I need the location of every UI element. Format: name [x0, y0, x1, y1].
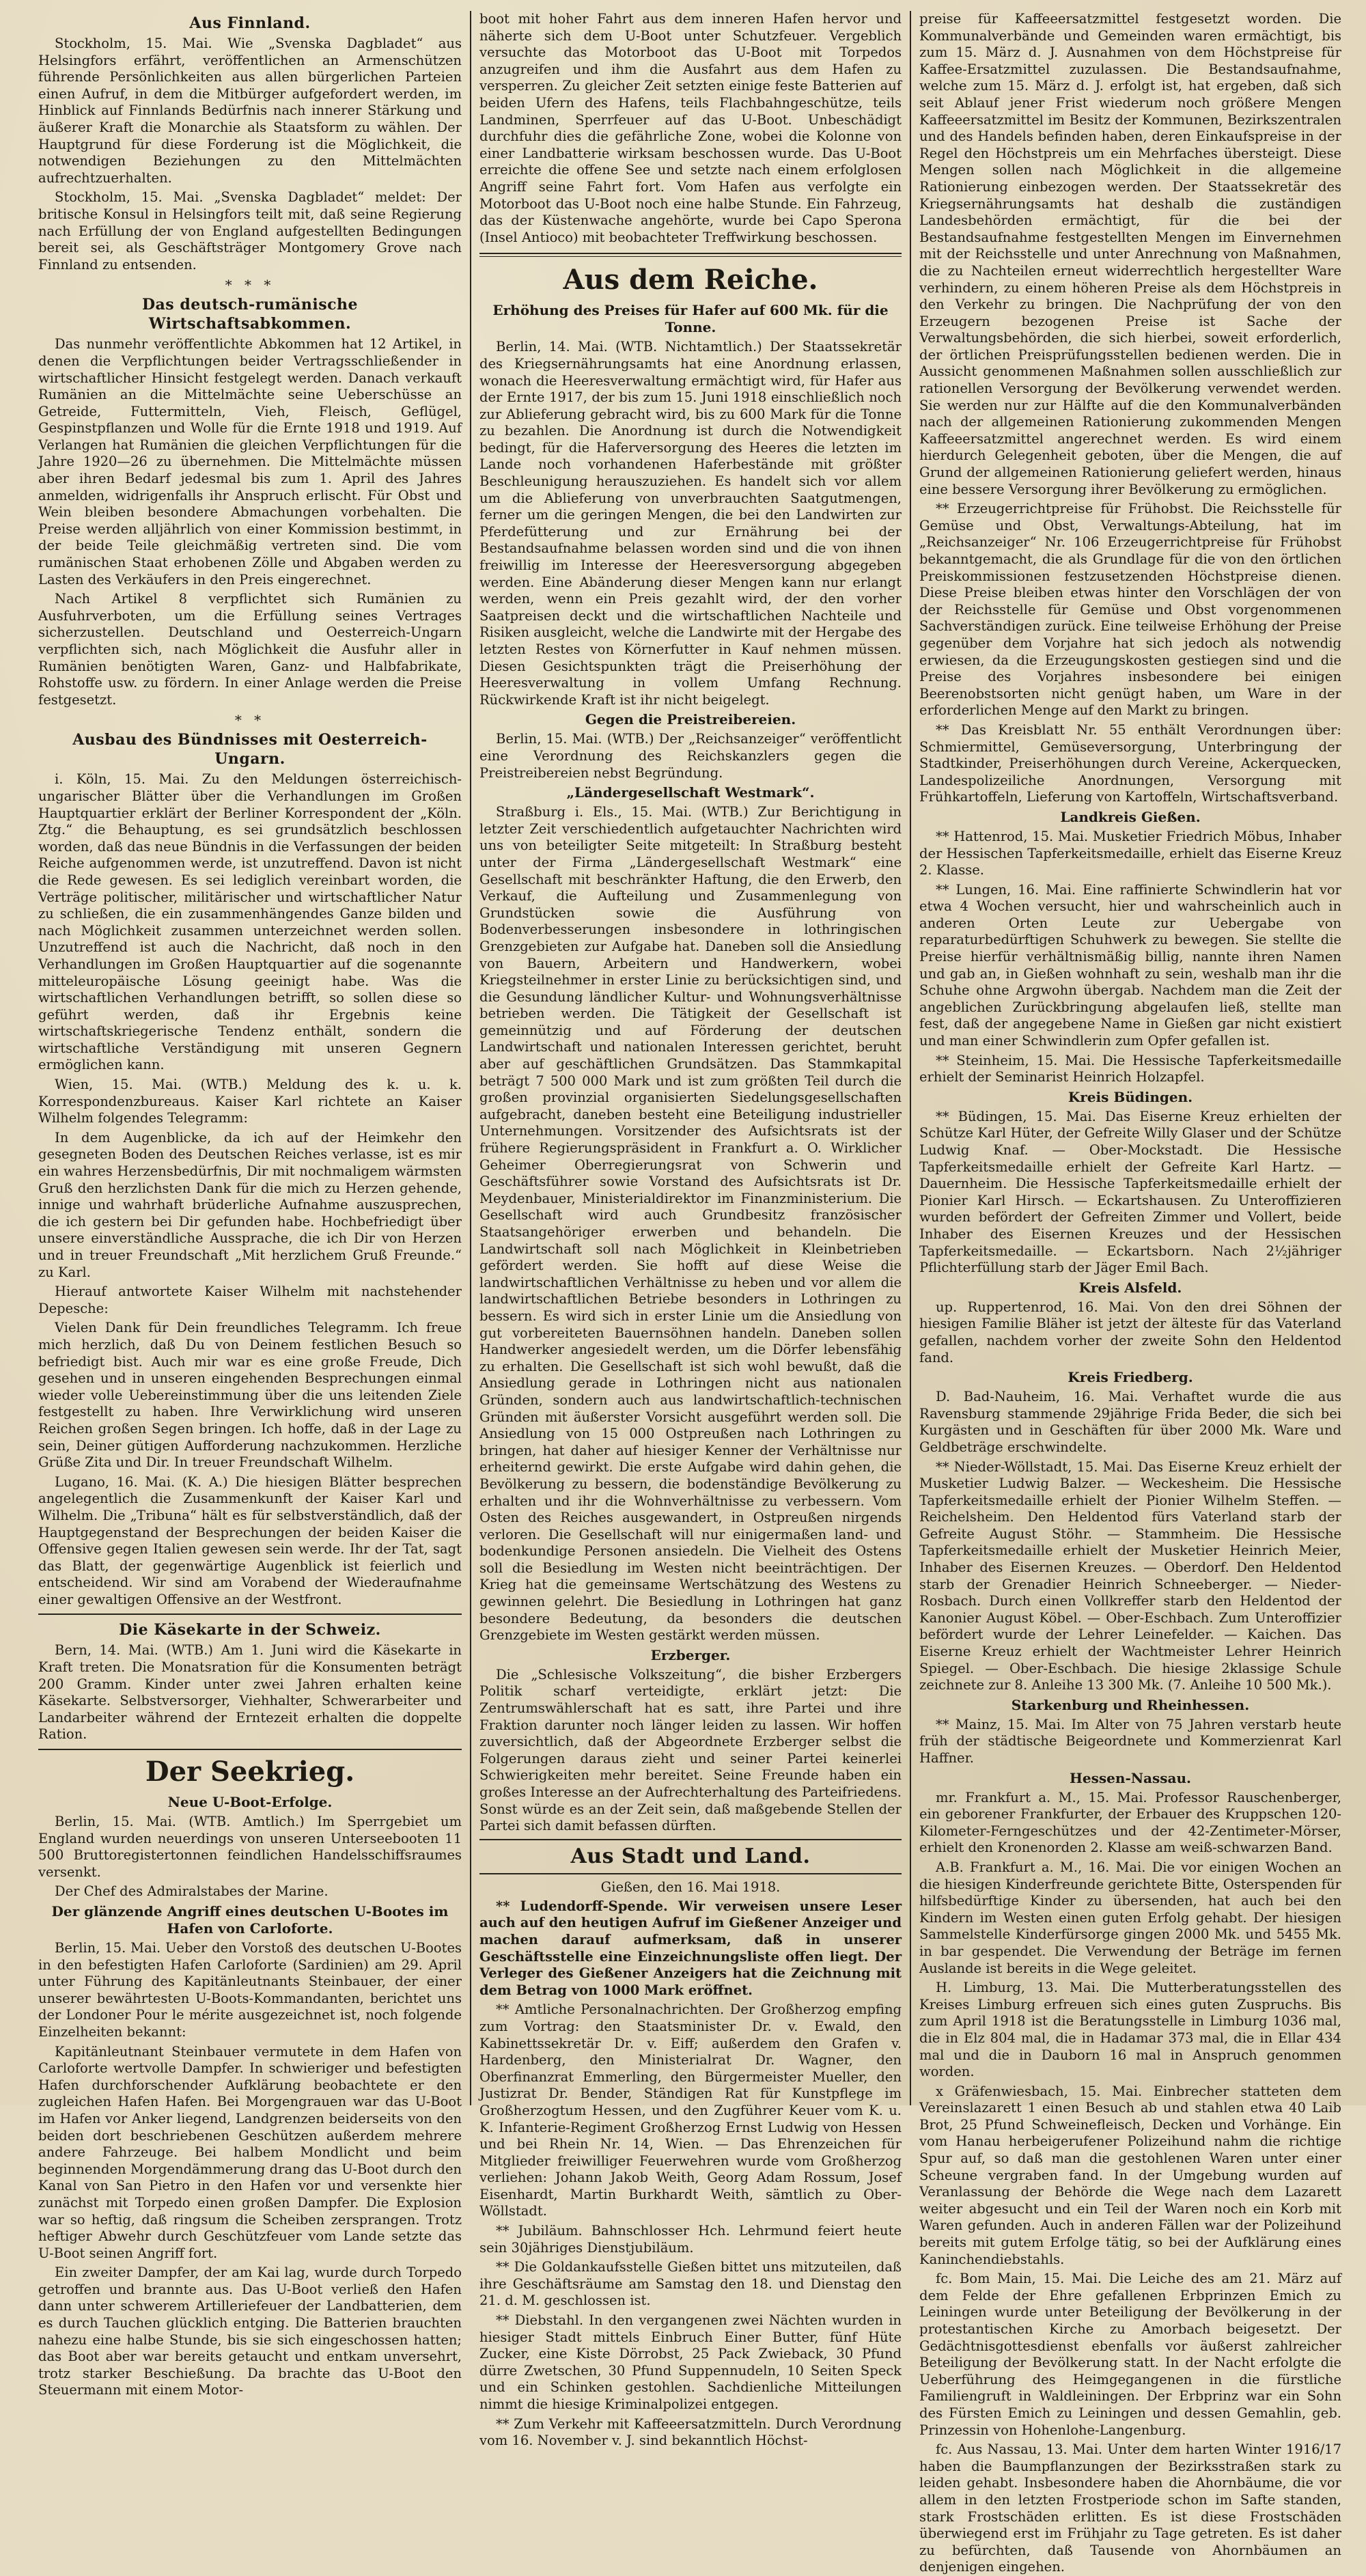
- article-paragraph: Ein zweiter Dampfer, der am Kai lag, wurde durch Torpedo getroffen und brannte aus. Das U-Boot verließ den Hafen dann unter schwerem Artilleriefeuer der Landbatterien, dem es durch Tauchen glücklich entging. Die Batterien brauchten nahezu eine halbe Stunde, bis sie sich eingeschossen hatten; das Boot aber war bereits getaucht und entkam unversehrt, trotz starker Beschießung. Da brachte das U-Boot den Steuermann mit einem Motor-: [38, 2265, 462, 2398]
- heading-finnland: Aus Finnland.: [189, 14, 311, 32]
- article-paragraph: Bern, 14. Mai. (WTB.) Am 1. Juni wird die Käsekarte in Kraft treten. Die Monatsration für die Konsumenten beträgt 200 Gramm. Kinder unter zwei Jahren erhalten keine Käsekarte. Selbstversorger, Viehhalter, Schwerarbeiter und Landarbeiter während der Erntezeit erhalten die doppelte Ration.: [38, 1642, 462, 1743]
- article-paragraph: Lugano, 16. Mai. (K. A.) Die hiesigen Blätter besprechen angelegentlich die Zusammenkunft der Kaiser Karl und Wilhelm. Die „Tribuna“ hält es für selbstverständlich, daß der Hauptgegenstand der Besprechungen der beiden Kaiser die Offensive gegen Italien gewesen sein werde. Ihr der Tat, sagt das Blatt, der gegenwärtige Augenblick ist feierlich und entscheidend. Wir sind am Vorabend der Wiederaufnahme einer gewaltigen Offensive an der Westfront.: [38, 1473, 462, 1607]
- article-paragraph: H. Limburg, 13. Mai. Die Mutterberatungsstellen des Kreises Limburg erfreuen sich eines guten Zuspruchs. Bis zum April 1918 ist die Beratungsstelle in Limburg 1036 mal, die in Elz 804 mal, die in Hadamar 373 mal, die in Ellar 434 mal und die in Dauborn 16 mal in Anspruch genommen worden.: [919, 1980, 1341, 2080]
- article-paragraph: boot mit hoher Fahrt aus dem inneren Hafen hervor und näherte sich dem U-Boot unter Schutzfeuer. Vergeblich versuchte das Motorboot das U-Boot mit Torpedos anzugreifen und ihm die Ausfahrt aus dem Hafen zu versperren. Zu gleicher Zeit setzten einige feste Batterien auf beiden Ufern des Hafens, teils Flachbahngeschütze, teils Landminen, Sperrfeuer auf das U-Boot. Unbeschädigt durchfuhr dies die gefährliche Zone, wobei die Kolonne von einer Landbatterie wirksam beschossen wurde. Das U-Boot erreichte die offene See und setzte nach einem erfolglosen Angriff seine Fahrt fort. Vom Hafen aus verfolgte ein Motorboot das U-Boot noch eine halbe Stunde. Ein Fahrzeug, das der Küstenwache angehörte, wurde bei Capo Sperona (Insel Antioco) mit beobachteter Treffwirkung beschossen.: [479, 11, 902, 245]
- dateline: Gießen, den 16. Mai 1918.: [600, 1879, 781, 1895]
- article-paragraph: preise für Kaffeeersatzmittel festgesetzt worden. Die Kommunalverbände und Gemeinden waren ermächtigt, bis zum 15. März d. J. Ausnahmen von dem Höchstpreise für Kaffee-Ersatzmittel zuzulassen. Die Bestandsaufnahme, welche zum 15. März d. J. erfolgt ist, hat ergeben, daß sich seit Ablauf jener Frist wiederum noch größere Mengen Kaffeeersatzmittel im Besitz der Kommunen, Bezirkszentralen und des Handels befinden haben, deren Einkaufspreise in der Regel den Höchstpreis um ein Mehrfaches übersteigt. Diese Mengen sollen nach Möglichkeit in die allgemeine Rationierung einbezogen werden. Der Staatssekretär des Kriegsernährungsamts hat deshalb die zuständigen Landesbehörden ermächtigt, für die bei der Bestandsaufnahme festgestellten Mengen im Einvernehmen mit der Reichsstelle und unter Anrechnung von Maßnahmen, die zu Nachteilen erneut widerrechtlich hergestellter Ware verhindern, zu einem höheren Preise als dem Höchstpreis in den Verkehr zu bringen. Die Nachprüfung der von den Erzeugern bezogenen Preise ist Sache der Verwaltungsbehörden, die sich hierbei, soweit erforderlich, der örtlichen Preisprüfungsstellen bedienen werden. Die in Aussicht genommenen Maßnahmen sollen ausschließlich zur rationellen Versorgung der Bevölkerung verwendet werden. Sie werden nur zur Hälfte auf die den Kommunalverbänden nach der allgemeinen Rationierung zukommenden Mengen Kaffeeersatzmittel angerechnet werden. Es wird einem hierdurch Gelegenheit geboten, über die Mengen, die auf Grund der allgemeinen Rationierung geliefert werden, hinaus eine bessere Versorgung ihrer Bevölkerung zu ermöglichen.: [919, 11, 1341, 497]
- heading-stadt-und-land: Aus Stadt und Land.: [570, 1844, 811, 1868]
- column-container: [30, 11, 1351, 2575]
- article-paragraph: ** Erzeugerrichtpreise für Frühobst. Die Reichsstelle für Gemüse und Obst, Verwaltungs-Abteilung, hat im „Reichsanzeiger“ Nr. 106 Erzeugerrichtpreise für Frühobst bekanntgemacht, die als Grundlage für die von den örtlichen Preiskommissionen festzusetzenden Höchstpreise dienen. Diese Preise bleiben etwas hinter den Vorschlägen der von der Reichsstelle für Gemüse und Obst vorgenommenen Sachverständigen zurück. Eine teilweise Erhöhung der Preise gegenüber dem Vorjahre hat sich jedoch als notwendig erwiesen, da die Erzeugungskosten gestiegen sind und die Preise des Vorjahres insbesondere bei einigen Beerenobstsorten nicht genügt haben, um Ware in der erforderlichen Menge auf den Markt zu bringen.: [919, 501, 1341, 719]
- article-paragraph: Stockholm, 15. Mai. „Svenska Dagbladet“ meldet: Der britische Konsul in Helsingfors teilt mit, daß seine Regierung nach Erfüllung der von England aufgestellten Bedingungen bereit sei, als Geschäftsträger Montgomery Grove nach Finnland zu entsenden.: [38, 189, 462, 273]
- heading-erzberger: Erzberger.: [650, 1646, 731, 1663]
- heading-starkenburg-rheinhessen: Starkenburg und Rheinhessen.: [1011, 1696, 1250, 1713]
- subheading-uboot-erfolge: Neue U-Boot-Erfolge.: [167, 1794, 333, 1811]
- article-paragraph: D. Bad-Nauheim, 16. Mai. Verhaftet wurde die aus Ravensburg stammende 29jährige Frida Beder, die sich bei Kurgästen und in Geschäften für über 2000 Mk. Ware und Geldbeträge erschwindelte.: [919, 1389, 1341, 1455]
- heading-angriff-carloforte: Der glänzende Angriff eines deutschen U-Bootes im Hafen von Carloforte.: [51, 1903, 449, 1937]
- article-paragraph: Wien, 15. Mai. (WTB.) Meldung des k. u. k. Korrespondenzbureaus. Kaiser Karl richtete an Kaiser Wilhelm folgendes Telegramm:: [38, 1077, 462, 1126]
- signature-line: Der Chef des Admiralstabes der Marine.: [55, 1883, 329, 1900]
- article-paragraph: ** Ludendorff-Spende. Wir verweisen unsere Leser auch auf den heutigen Aufruf im Gießener Anzeiger und machen darauf aufmerksam, daß in unserer Geschäftsstelle eine Einzeichnungsliste offen liegt. Der Verleger des Gießener Anzeigers hat die Zeichnung mit dem Betrag von 1000 Mark eröffnet.: [479, 1898, 902, 1998]
- article-paragraph: A.B. Frankfurt a. M., 16. Mai. Die vor einigen Wochen an die hiesigen Kinderfreunde gerichtete Bitte, Osterspenden für hilfsbedürftige Kinder zu übersenden, hat auch bei den Kindern im Westen einen guten Erfolg gehabt. Der hiesigen Sammelstelle Kinderfürsorge gingen 2000 Mk. und 5455 Mk. in bar gespendet. Die Verwendung der Beträge im fernen Auslande ist bereits in die Wege geleitet.: [919, 1859, 1341, 1976]
- divider: [479, 253, 902, 257]
- article-paragraph: ** Mainz, 15. Mai. Im Alter von 75 Jahren verstarb heute früh der städtische Beigeordnete und Kommerzienrat Karl Haffner.: [919, 1716, 1341, 1766]
- column-2: [470, 11, 910, 2449]
- article-paragraph: ** Die Goldankaufsstelle Gießen bittet uns mitzuteilen, daß ihre Geschäftsräume am Samstag den 18. und Dienstag den 21. d. M. geschlossen ist.: [479, 2259, 902, 2309]
- article-paragraph: Das nunmehr veröffentlichte Abkommen hat 12 Artikel, in denen die Verpflichtungen beider Vertragsschließender in wirtschaftlicher Hinsicht festgelegt werden. Danach verkauft Rumänien an die Mittelmächte seine Ueberschüsse an Getreide, Futtermitteln, Vieh, Fleisch, Geflügel, Gespinstpflanzen und Wolle für die Ernte 1918 und 1919. Auf Verlangen hat Rumänien die gleichen Verpflichtungen für die Jahre 1920—26 zu übernehmen. Die Mittelmächte müssen aber ihren Bedarf jedesmal bis zum 1. April des Jahres anmelden, widrigenfalls ihr Anspruch erlischt. Für Obst und Wein bleiben besondere Abmachungen vorbehalten. Die Preise werden alljährlich von einer Kommission bestimmt, in der beide Teile gleichmäßig vertreten sind. Die vom rumänischen Staat erhobenen Zölle und Abgaben werden zu Lasten des Verkäufers in den Preis eingerechnet.: [38, 336, 462, 587]
- heading-wirtschaftsabkommen: Das deutsch-rumänische Wirtschaftsabkommen.: [141, 296, 359, 333]
- article-paragraph: Berlin, 15. Mai. Ueber den Vorstoß des deutschen U-Bootes in den befestigten Hafen Carloforte (Sardinien) am 29. April unter Führung des Kapitänleutnants Steinbauer, der einer unserer bewährtesten U-Boots-Kommandanten, berichtet uns der Londoner Pour le mérite ausgezeichnet ist, noch folgende Einzelheiten bekannt:: [38, 1940, 462, 2040]
- article-paragraph: ** Hattenrod, 15. Mai. Musketier Friedrich Möbus, Inhaber der Hessischen Tapferkeitsmedaille, erhielt das Eiserne Kreuz 2. Klasse.: [919, 828, 1341, 878]
- article-paragraph: Stockholm, 15. Mai. Wie „Svenska Dagbladet“ aus Helsingfors erfährt, veröffentlichen an Armenschützen führende Persönlichkeiten aus allen bürgerlichen Parteien einen Aufruf, in dem die Mitbürger aufgefordert werden, im Hinblick auf Finnlands Bedürfnis nach innerer Stärkung und äußerer Kraft die Monarchie als Staatsform zu wählen. Der Hauptgrund für diese Forderung ist die Möglichkeit, die notwendigen Beziehungen zu den Mittelmächten aufrechtzuerhalten.: [38, 36, 462, 186]
- article-paragraph: ** Steinheim, 15. Mai. Die Hessische Tapferkeitsmedaille erhielt der Seminarist Heinrich Holzapfel.: [919, 1052, 1341, 1085]
- heading-landkreis-giessen: Landkreis Gießen.: [1060, 808, 1201, 825]
- heading-ausbau-buendnis: Ausbau des Bündnisses mit Oesterreich-Ungarn.: [72, 731, 428, 768]
- column-3: [910, 11, 1350, 2575]
- article-paragraph: ** Lungen, 16. Mai. Eine raffinierte Schwindlerin hat vor etwa 4 Wochen versucht, hier und wahrscheinlich auch in anderen Orten Leute zur Uebergabe von reparaturbedürftigen Schuhwerk zu bewegen. Sie stellte die Preise hierfür verhältnismäßig billig, nannte ihren Namen und gab an, in Gießen wohnhaft zu sein, weshalb man ihr die Schuhe ohne Argwohn übergab. Nachdem man die Zeit der angeblichen Zurückbringung abgelaufen ließ, stellte man fest, daß der angegebene Name in Gießen gar nicht existiert und man einer Schwindlerin zum Opfer gefallen ist.: [919, 881, 1341, 1049]
- article-paragraph: Berlin, 15. Mai. (WTB.) Der „Reichsanzeiger“ veröffentlicht eine Verordnung des Reichskanzlers gegen die Preistreibereien nebst Begründung.: [479, 731, 902, 781]
- divider: [38, 1614, 462, 1615]
- heading-kreis-buedingen: Kreis Büdingen.: [1068, 1088, 1193, 1105]
- article-paragraph: Berlin, 14. Mai. (WTB. Nichtamtlich.) Der Staatssekretär des Kriegsernährungsamts hat eine Anordnung erlassen, wonach die Heeresverwaltung ermächtigt wird, für Hafer aus der Ernte 1917, der bis zum 15. Juni 1918 einschließlich noch zur Ablieferung gebracht wird, bis zu 600 Mark für die Tonne zu bezahlen. Die Anordnung ist durch die Notwendigkeit bedingt, für die Haferversorgung des Heeres die letzten im Lande noch vorhandenen Haferbestände mit größter Beschleunigung herauszuziehen. Es handelt sich vor allem um die Ablieferung von unverbrauchten Saatgutmengen, ferner um die geringen Mengen, die bei den Landwirten zur Pferdefütterung und zur Ernährung bei der Bestandsaufnahme belassen worden sind und die von ihnen freiwillig im Interesse der Heeresversorgung abgegeben werden. Eine Abänderung dieser Mengen kann nur erlangt werden, wenn ein Preis gezahlt wird, der den vorher Saatpreisen deckt und die wirtschaftlichen Nachteile und Risiken ausgleicht, welche die Landwirte mit der Hergabe des letzten Restes von Körnerfutter in Kauf nehmen müssen. Diesen Gesichtspunkten trägt die Preiserhöhung der Heeresverwaltung in vollem Umfang Rechnung. Rückwirkende Kraft ist ihr nicht beigelegt.: [479, 339, 902, 708]
- article-paragraph: ** Jubiläum. Bahnschlosser Hch. Lehrmund feiert heute sein 30jähriges Dienstjubiläum.: [479, 2223, 902, 2256]
- article-paragraph: Nach Artikel 8 verpflichtet sich Rumänien zu Ausfuhrverboten, um die Erfüllung seines Vertrages sicherzustellen. Deutschland und Oesterreich-Ungarn verpflichten sich, nach Möglichkeit die Ausfuhr aller in Rumänien benötigten Waren, Ganz- und Halbfabrikate, Rohstoffe usw. zu fördern. In einer Anlage werden die Preise festgesetzt.: [38, 591, 462, 708]
- subheading-hafer-preis: Erhöhung des Preises für Hafer auf 600 Mk. für die Tonne.: [492, 302, 889, 336]
- article-paragraph: In dem Augenblicke, da ich auf der Heimkehr den gesegneten Boden des Deutschen Reiches verlasse, ist es mir ein wahres Herzensbedürfnis, Dir mit nochmaligem wärmsten Gruß den herzlichsten Dank für die mich zu Herzen gehende, innige und wahrhaft brüderliche Aufnahme auszusprechen, die ich gestern bei Dir gefunden habe. Hochbefriedigt über unsere einverständliche Aussprache, die ich Dir von Herzen und in treuer Freundschaft „Mit herzlichem Gruß Freunde.“ zu Karl.: [38, 1129, 462, 1280]
- article-paragraph: Vielen Dank für Dein freundliches Telegramm. Ich freue mich herzlich, daß Du von Deinem festlichen Besuch so befriedigt bist. Auch mir war es eine große Freude, Dich gesehen und in unseren eingehenden Besprechungen einmal wieder volle Uebereinstimmung über die uns leitenden Ziele festgestellt zu haben. Ihre Verwirklichung wird unseren Reichen großen Segen bringen. Ich hoffe, daß in der Lage zu sein, Deiner gütigen Aufforderung nachzukommen. Herzliche Grüße Zita und Dir. In treuer Freundschaft Wilhelm.: [38, 1320, 462, 1471]
- heading-preistreibereien: Gegen die Preistreibereien.: [585, 711, 796, 728]
- article-paragraph: ** Zum Verkehr mit Kaffeeersatzmitteln. Durch Verordnung vom 16. November v. J. sind bekanntlich Höchst-: [479, 2415, 902, 2449]
- article-paragraph: i. Köln, 15. Mai. Zu den Meldungen österreichisch-ungarischer Blätter über die Verhandlungen im Großen Hauptquartier erklärt der Berliner Korrespondent der „Köln. Ztg.“ die Behauptung, es sei grundsätzlich beschlossen worden, daß das neue Bündnis in die Verfassungen der beiden Reiche aufgenommen werde, ist unzutreffend. Davon ist nicht die Rede gewesen. Es sei lediglich vereinbart worden, die Verträge politischer, militärischer und wirtschaftlicher Natur zu schließen, die ein zusammenhängendes Ganze bilden und nach Möglichkeit zusammen unterzeichnet werden sollen. Unzutreffend ist auch die Nachricht, daß noch in den Verhandlungen im Großen Hauptquartier auf die sogenannte mitteleuropäische Lösung geeinigt habe. Was die wirtschaftlichen Verhandlungen betrifft, so sollen diese so geführt werden, daß ihr Ergebnis keine wirtschaftskriegerische Tendenz enthält, sondern die wirtschaftliche Verständigung mit unseren Gegnern ermöglichen kann.: [38, 771, 462, 1073]
- article-paragraph: ** Diebstahl. In den vergangenen zwei Nächten wurden in hiesiger Stadt mittels Einbruch Einer Butter, fünf Hüte Zucker, eine Kiste Dörrobst, 25 Pack Zwieback, 30 Pfund dürre Zwetschen, 30 Pfund Suppennudeln, 10 Seiten Speck und ein Schinken gestohlen. Sachdienliche Mitteilungen nimmt die hiesige Kriminalpolizei entgegen.: [479, 2312, 902, 2412]
- article-paragraph: ** Amtliche Personalnachrichten. Der Großherzog empfing zum Vortrag: den Staatsminister Dr. v. Ewald, den Kabinettssekretär Dr. v. Eiff; außerdem den Grafen v. Hardenberg, den Ministerialrat Dr. Wagner, den Oberfinanzrat Emmerling, den Bürgermeister Mueller, den Justizrat Dr. Bender, Ständigen Rat für Kunstpflege im Großherzogtum Hessen, und den Zugführer Keuer vom K. u. K. Infanterie-Regiment Großherzog Ernst Ludwig von Hessen und bei Rhein Nr. 14, Wien. — Das Ehrenzeichen für Mitglieder freiwilliger Feuerwehren wurde vom Großherzog verliehen: Johann Jakob Weith, Georg Adam Rossum, Josef Eisenhardt, Martin Burkhardt Weith, sämtlich zu Ober-Wöllstadt.: [479, 2002, 902, 2219]
- section-separator-stars: * *: [234, 712, 266, 729]
- article-paragraph: up. Ruppertenrod, 16. Mai. Von den drei Söhnen der hiesigen Familie Bläher ist jetzt der älteste für das Vaterland gefallen, nachdem vorher der zweite Sohn den Heldentod fand.: [919, 1299, 1341, 1366]
- divider: [38, 1749, 462, 1750]
- heading-westmark: „Ländergesellschaft Westmark“.: [566, 784, 815, 801]
- heading-kreis-alsfeld: Kreis Alsfeld.: [1078, 1279, 1182, 1296]
- heading-aus-dem-reiche: Aus dem Reiche.: [563, 264, 818, 296]
- article-paragraph: Berlin, 15. Mai. (WTB. Amtlich.) Im Sperrgebiet um England wurden neuerdings von unseren Unterseebooten 11 500 Bruttoregistertonnen feindlichen Handelsschiffsraumes versenkt.: [38, 1814, 462, 1880]
- article-paragraph: fc. Bom Main, 15. Mai. Die Leiche des am 21. März auf dem Felde der Ehre gefallenen Erbprinzen Emich zu Leiningen wurde unter Beteiligung der Bevölkerung in der protestantischen Kirche zu Amorbach beigesetzt. Der Gedächtnisgottesdienst ebenfalls vor äußerst zahlreicher Beteiligung der Bevölkerung statt. In der Nacht erfolgte die Ueberführung des Heimgegangenen in die fürstliche Familiengruft in Waldleiningen. Der Erbprinz war ein Sohn des Fürsten Emich zu Leiningen und dessen Gemahlin, geb. Prinzessin von Hohenlohe-Langenburg.: [919, 2271, 1341, 2438]
- article-paragraph: ** Büdingen, 15. Mai. Das Eiserne Kreuz erhielten der Schütze Karl Hüter, der Gefreite Willy Glaser und der Schütze Ludwig Knaf. — Ober-Mockstadt. Die Hessische Tapferkeitsmedaille erhielt der Gefreite Karl Hartz. — Dauernheim. Die Hessische Tapferkeitsmedaille erhielt der Pionier Karl Hirsch. — Eckartshausen. Zu Unteroffizieren wurden befördert der Gefreiten Zimmer und Vollert, beide Inhaber des Eisernen Kreuzes und der Hessischen Tapferkeitsmedaille. — Eckartsborn. Nach 2½jähriger Pflichterfüllung starb der Jäger Emil Bach.: [919, 1108, 1341, 1276]
- article-paragraph: Hierauf antwortete Kaiser Wilhelm mit nachstehender Depesche:: [38, 1284, 462, 1316]
- section-separator-stars: * * *: [225, 277, 275, 294]
- article-paragraph: x Gräfenwiesbach, 15. Mai. Einbrecher statteten dem Vereinslazarett 1 einen Besuch ab und stahlen etwa 40 Laib Brot, 25 Pfund Schweinefleisch, Decken und Vorhänge. Ein vom Hanau herbeigerufener Polizeihund nahm die richtige Spur auf, so daß man die gestohlenen Waren unter einer Scheune vergraben fand. In der Umgebung wurden auf Veranlassung der Behörde die Wege nach dem Lazarett weiter abgesucht und ein Teil der Waren noch ein Korb mit Waren gefunden. Auch in anderen Fällen war der Polizeihund bereits mit gutem Erfolge tätig, so bei der Aufklärung eines Kaninchendiebstahls.: [919, 2083, 1341, 2267]
- heading-kreis-friedberg: Kreis Friedberg.: [1068, 1369, 1193, 1386]
- article-paragraph: ** Nieder-Wöllstadt, 15. Mai. Das Eiserne Kreuz erhielt der Musketier Ludwig Balzer. — Weckesheim. Die Hessische Tapferkeitsmedaille erhielt der Pionier Wilhelm Steffen. — Reichelsheim. Den Heldentod fürs Vaterland starb der Gefreite August Stöhr. — Stammheim. Die Hessische Tapferkeitsmedaille erhielt der Musketier Heinrich Meier, Inhaber des Eisernen Kreuzes. — Oberdorf. Den Heldentod starb der Grenadier Heinrich Schneeberger. — Nieder-Rosbach. Durch einen Vollkreffer starb den Heldentod der Kanonier August Köbel. — Ober-Eschbach. Zum Unteroffizier befördert wurde der Lehrer Leinefelder. — Kaichen. Das Eiserne Kreuz erhielt der Wachtmeister Lehrer Heinrich Spiegel. — Ober-Eschbach. Die hiesige 2klassige Schule zeichnete zur 8. Anleihe 13 300 Mk. (7. Anleihe 10 500 Mk.).: [919, 1458, 1341, 1693]
- article-paragraph: Straßburg i. Els., 15. Mai. (WTB.) Zur Berichtigung in letzter Zeit verschiedentlich aufgetauchter Nachrichten wird uns von beteiligter Seite mitgeteilt: In Straßburg besteht unter der Firma „Ländergesellschaft Westmark“ eine Gesellschaft mit beschränkter Haftung, die den Erwerb, den Verkauf, die Aufteilung und Zusammenlegung von Grundstücken sowie die Ausführung von Bodenverbesserungen insbesondere in lothringischen Grenzgebieten zur Aufgabe hat. Daneben soll die Ansiedlung von Bauern, Arbeitern und Handwerkern, wobei Kriegsteilnehmer in erster Linie zu berücksichtigen sind, und die Gesundung ländlicher Kultur- und Wohnungsverhältnisse betrieben werden. Die Tätigkeit der Gesellschaft ist gemeinnützig und auf Förderung der deutschen Landwirtschaft und nationalen Interessen gerichtet, beruht aber auf geschäftlichen Grundsätzen. Das Stammkapital beträgt 7 500 000 Mark und ist zum größten Teil durch die großen provinzial organisierten Siedelungsgesellschaften aufgebracht, daneben besteht eine Beteiligung industrieller Unternehmungen. Vorsitzender des Aufsichtsrats ist der frühere Regierungspräsident in Frankfurt a. O. Wirklicher Geheimer Oberregierungsrat von Schwerin und Geschäftsführer sowie Vorstand des Aufsichtsrats ist Dr. Meydenbauer, Ministerialdirektor im Finanzministerium. Die Gesellschaft wird auch Grundbesitz französischer Staatsangehöriger erwerben und behandeln. Die Landwirtschaft soll nach Möglichkeit in Kleinbetrieben gefördert werden. Sie hofft auf diese Weise die landwirtschaftlichen Verhältnisse zu heben und vor allem die landwirtschaftlichen Betriebe besonders in Lothringen zu bessern. Es wird sich in erster Linie um die Ansiedlung von gut vorbereiteten Bauernsöhnen handeln. Daneben sollen Handwerker angesiedelt werden, um die Dörfer lebensfähig zu erhalten. Die Gesellschaft ist sich wohl bewußt, daß die Ansiedlung gerade in Lothringen nicht aus nationalen Gründen, sondern auch aus landwirtschaftlich-technischen Gründen mit äußerster Vorsicht ausgeführt werden soll. Die Ansiedlung von 15 000 Ostpreußen nach Lothringen zu bringen, hat daher auf hiesiger Kenner der Verhältnisse nur erheiternd gewirkt. Die erste Aufgabe wird dahin gehen, die Bevölkerung zu bessern, die bodenständige Bevölkerung zu erhalten und ihr die Wohnverhältnisse zu verbessern. Vom Osten des Reiches ausgewandert, in Ostpreußen nirgends verloren. Die Gesellschaft will nur einigermaßen land- und bodenkundige Personen ansiedeln. Die Vielheit des Ostens soll die Besiedlung im Westen nicht beeinträchtigen. Der Krieg hat die gemeinsame Wertschätzung des Westens zu gewinnen gelehrt. Die Besiedlung in Lothringen hat ganz besondere Bedeutung, da besonders die deutschen Grenzgebiete im Westen gestärkt werden müssen.: [479, 804, 902, 1644]
- article-paragraph: fc. Aus Nassau, 13. Mai. Unter dem harten Winter 1916/17 haben die Baumpflanzungen der Bezirksstraßen stark zu leiden gehabt. Insbesondere haben die Ahornbäume, die vor allem in den letzten Frostperiode schon im Safte standen, stark Frostschäden erlitten. Es ist diese Frostschäden überwiegend erst im Frühjahr zu Tage getreten. Es ist daher zu befürchten, daß Tausende von Ahornbäumen an denjenigen eingehen.: [919, 2441, 1341, 2575]
- heading-seekrieg: Der Seekrieg.: [145, 1756, 355, 1788]
- column-1: [30, 11, 470, 2398]
- heading-hessen-nassau: Hessen-Nassau.: [1070, 1769, 1191, 1786]
- article-paragraph: Kapitänleutnant Steinbauer vermutete in dem Hafen von Carloforte wertvolle Dampfer. In schwieriger und befestigten Hafen durchforschender Aufklärung beobachtete er den zugleichen Hafen Hafen. Bei Morgengrauen war das U-Boot im Hafen vor Anker liegend, Landgrenzen beiderseits von den beiden dort beschriebenen Geschützen außerdem mehrere andere Fahrzeuge. Bei halbem Mondlicht und beim beginnenden Morgendämmerung drang das U-Boot durch den Kanal von San Pietro in den Hafen vor und versenkte hier zunächst mit Torpedo einen großen Dampfer. Die Explosion war so heftig, daß ringsum die Scheiben zersprangen. Trotz heftiger Abwehr durch Geschützfeuer vom Lande setzte das U-Boot seinen Angriff fort.: [38, 2043, 462, 2261]
- article-paragraph: ** Das Kreisblatt Nr. 55 enthält Verordnungen über: Schmiermittel, Gemüseversorgung, Unterbringung der Stadtkinder, Preiserhöhungen durch Vereine, Ackerquecken, Landespolizeiliche Anordnungen, Versorgung mit Frühkartoffeln, Lieferung von Kartoffeln, Wirtschaftsverband.: [919, 721, 1341, 805]
- article-paragraph: Die „Schlesische Volkszeitung“, die bisher Erzbergers Politik scharf verteidigte, erklärt jetzt: Die Zentrumswählerschaft hat es satt, ihre Partei und ihre Fraktion darunter noch länger leiden zu lassen. Wir hoffen zuversichtlich, daß der Abgeordnete Erzberger selbst die Folgerungen daraus zieht und seiner Partei keinerlei Schwierigkeiten mehr bereitet. Seine Freunde haben ein großes Interesse an der Aufrechterhaltung des Parteifriedens. Sonst würde es an der Zeit sein, daß maßgebende Stellen der Partei sich damit befassen dürften.: [479, 1666, 902, 1834]
- section-box-stadt-land: [479, 1839, 902, 1874]
- article-paragraph: mr. Frankfurt a. M., 15. Mai. Professor Rauschenberger, ein geborener Frankfurter, der Erbauer des Kruppschen 120-Kilometer-Ferngeschützes und der 42-Zentimeter-Mörser, erhielt den Kronenorden 2. Klasse am weiß-schwarzen Band.: [919, 1789, 1341, 1856]
- heading-kaesekarte: Die Käsekarte in der Schweiz.: [119, 1621, 381, 1639]
